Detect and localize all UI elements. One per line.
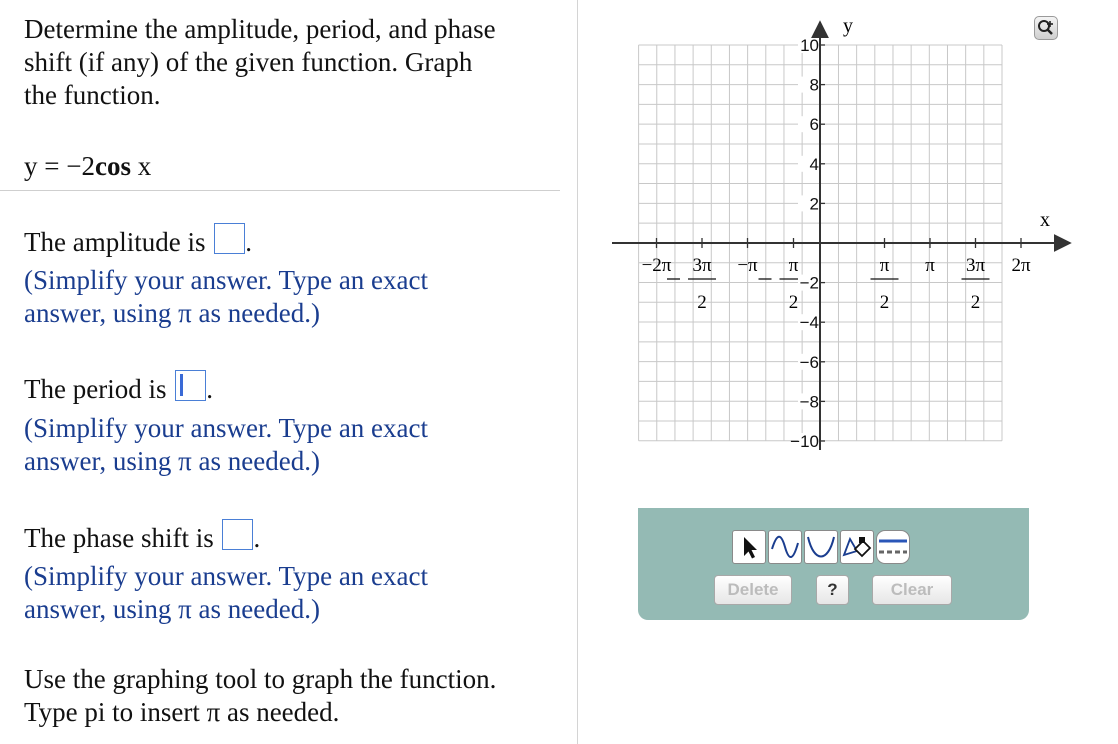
period-label: The period is bbox=[24, 374, 167, 404]
amplitude-label: The amplitude is bbox=[24, 227, 206, 257]
help-button[interactable]: ? bbox=[816, 575, 849, 605]
graphing-toolbar bbox=[638, 508, 1029, 620]
period-period-mark: . bbox=[206, 374, 213, 404]
x-tick-label: 2π bbox=[1011, 255, 1031, 276]
x-tick-denominator: 2 bbox=[970, 292, 981, 313]
footer-line-2: Type pi to insert π as needed. bbox=[24, 697, 340, 727]
period-row bbox=[24, 370, 213, 406]
sine-wave-icon bbox=[769, 531, 801, 563]
amplitude-answer-box[interactable] bbox=[214, 223, 245, 254]
x-tick-denominator: 2 bbox=[879, 292, 890, 313]
pointer-tool-button[interactable] bbox=[732, 530, 766, 564]
amplitude-period-mark: . bbox=[245, 227, 252, 257]
magnifier-zoom-icon bbox=[1035, 17, 1057, 39]
y-tick-label: −4 bbox=[799, 313, 819, 333]
x-tick-numerator: 3π bbox=[692, 255, 712, 276]
y-tick-label: 6 bbox=[809, 115, 819, 135]
delete-button[interactable]: Delete bbox=[714, 575, 792, 605]
x-axis-label: x bbox=[1040, 209, 1050, 231]
cosine-wave-icon bbox=[805, 531, 837, 563]
x-tick-numerator: π bbox=[788, 255, 799, 276]
y-tick-label: 8 bbox=[809, 75, 819, 95]
y-tick-label: 10 bbox=[800, 36, 819, 55]
y-tick-label: −8 bbox=[799, 392, 819, 412]
phase-shift-answer-box[interactable] bbox=[222, 519, 253, 550]
instructions-line-1: Determine the amplitude, period, and phase bbox=[24, 14, 496, 44]
amplitude-help-2: answer, using π as needed.) bbox=[24, 298, 320, 328]
function-coefficient: 2 bbox=[81, 151, 95, 181]
y-tick-label: 2 bbox=[809, 194, 819, 214]
y-tick-label: 4 bbox=[809, 154, 819, 174]
instructions-line-3: the function. bbox=[24, 80, 161, 110]
period-help-2: answer, using π as needed.) bbox=[24, 446, 320, 476]
phase-shift-label: The phase shift is bbox=[24, 523, 214, 553]
x-tick-label: π bbox=[925, 255, 935, 276]
y-axis-label: y bbox=[843, 15, 853, 37]
x-tick-labels bbox=[642, 238, 1031, 313]
zoom-button[interactable] bbox=[1034, 16, 1058, 40]
graph-canvas[interactable] bbox=[605, 15, 1075, 455]
x-tick-numerator: π bbox=[879, 255, 890, 276]
phase-shift-help-2: answer, using π as needed.) bbox=[24, 594, 320, 624]
x-tick-numerator: 3π bbox=[965, 255, 986, 276]
footer-line-1: Use the graphing tool to graph the function. bbox=[24, 664, 497, 694]
function-variable: x bbox=[130, 151, 152, 181]
cosine-tool-button[interactable] bbox=[804, 530, 838, 564]
y-tick-label: −6 bbox=[799, 352, 819, 372]
x-tick-label: −π bbox=[737, 255, 758, 276]
y-tick-label: −2 bbox=[799, 273, 819, 293]
x-tick-denominator: 2 bbox=[697, 292, 707, 313]
instructions-line-2: shift (if any) of the given function. Graph bbox=[24, 47, 473, 77]
arrow-pointer-icon bbox=[733, 531, 765, 563]
phase-shift-help-1: (Simplify your answer. Type an exact bbox=[24, 561, 429, 591]
phase-shift-row bbox=[24, 519, 260, 555]
amplitude-help-1: (Simplify your answer. Type an exact bbox=[24, 265, 429, 295]
section-divider bbox=[0, 190, 560, 191]
x-tick-label: −2π bbox=[641, 255, 672, 276]
eraser-tool-button[interactable] bbox=[840, 530, 874, 564]
function-expression bbox=[24, 150, 151, 183]
x-tick-denominator: 2 bbox=[788, 292, 799, 313]
amplitude-row bbox=[24, 223, 252, 259]
line-style-tool-button[interactable] bbox=[876, 530, 910, 564]
period-help-1: (Simplify your answer. Type an exact bbox=[24, 413, 429, 443]
function-lhs: y = − bbox=[24, 151, 82, 181]
y-tick-label: −10 bbox=[790, 432, 819, 451]
sine-tool-button[interactable] bbox=[768, 530, 802, 564]
function-cos: cos bbox=[94, 151, 131, 181]
clear-button[interactable]: Clear bbox=[872, 575, 952, 605]
eraser-hand-icon bbox=[841, 531, 873, 563]
line-style-icon bbox=[877, 531, 909, 563]
phase-shift-period-mark: . bbox=[253, 523, 261, 553]
period-answer-box[interactable] bbox=[175, 370, 206, 401]
